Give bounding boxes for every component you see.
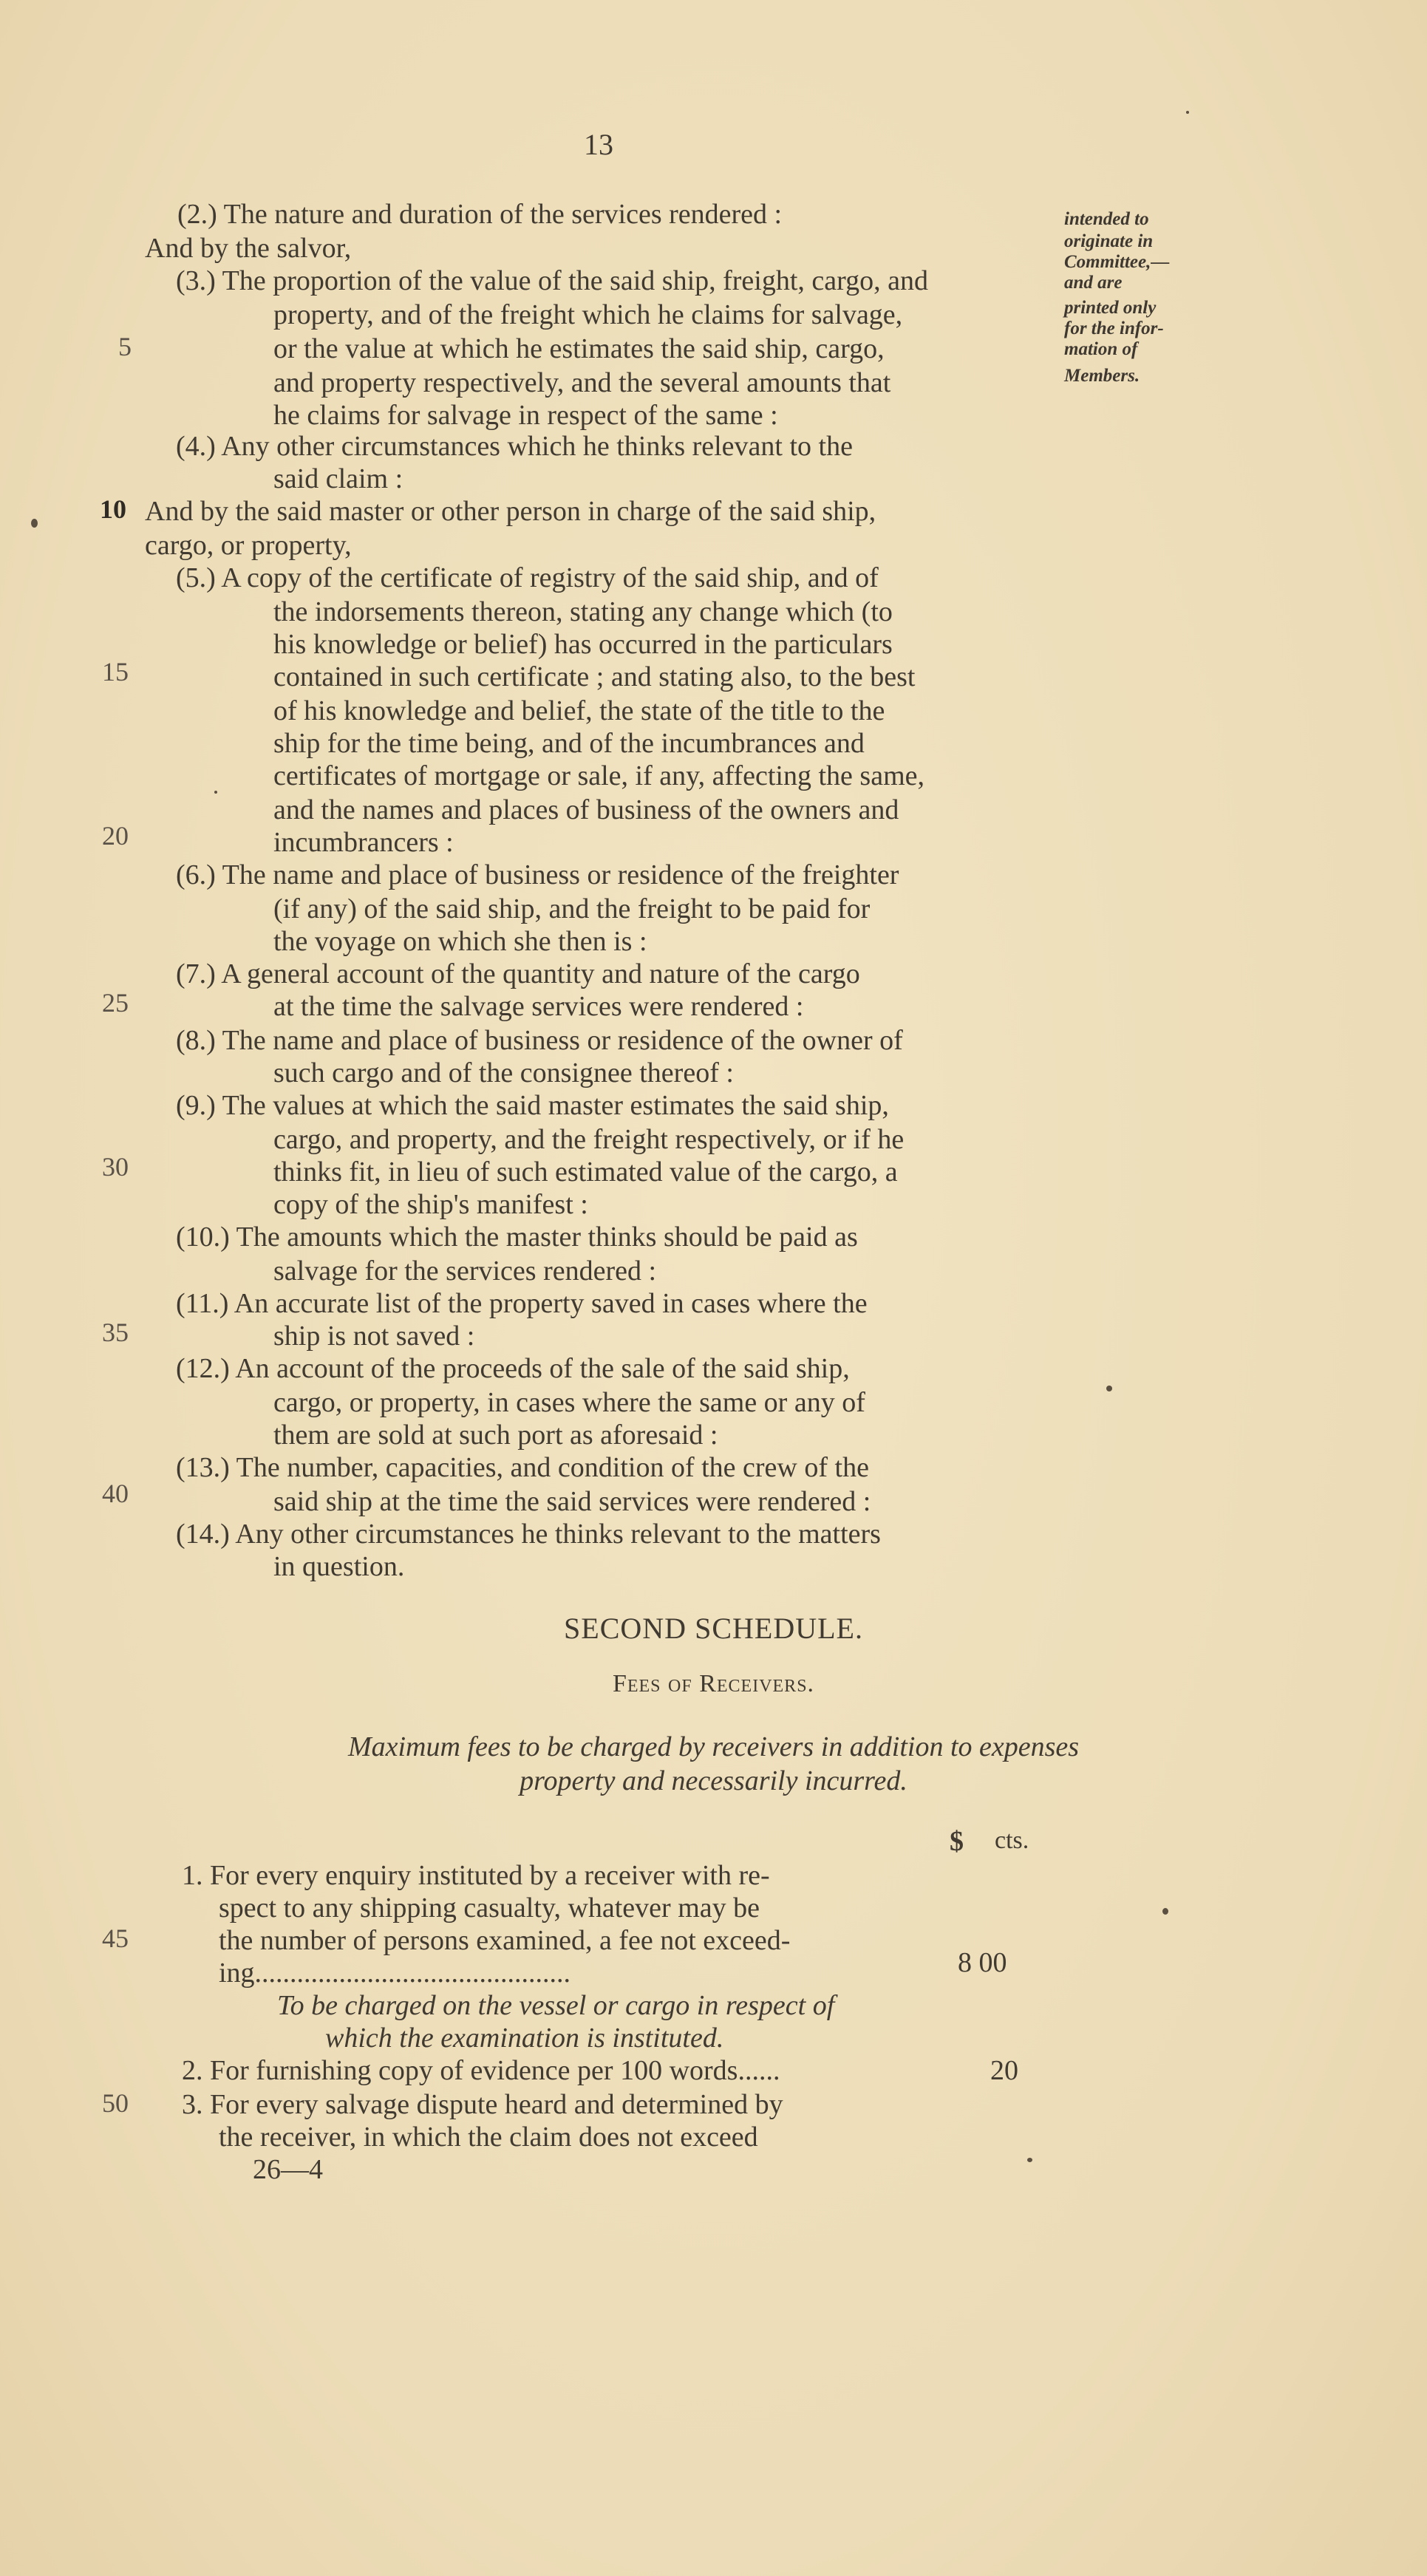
fee-line: spect to any shipping casualty, whatever may be <box>219 1892 760 1924</box>
text-line: incumbrancers : <box>273 827 454 858</box>
text-line: them are sold at such port as aforesaid : <box>273 1420 718 1451</box>
paper-speck <box>1106 1386 1112 1391</box>
text-line: (8.) The name and place of business or residence of the owner of <box>176 1025 903 1056</box>
text-line: (2.) The nature and duration of the services rendered : <box>177 199 783 230</box>
margin-note-line: intended to <box>1064 209 1149 229</box>
margin-note-line: printed only <box>1064 298 1157 318</box>
text-line: the voyage on which she then is : <box>273 926 647 957</box>
text-line: property, and of the freight which he claims for salvage, <box>273 299 903 330</box>
text-line: cargo, or property, <box>145 530 352 561</box>
text-line: And by the said master or other person in charge of the said ship, <box>145 496 876 527</box>
text-line: and the names and places of business of the owners and <box>273 794 899 825</box>
paper-speck <box>1186 111 1189 114</box>
text-line: his knowledge or belief) has occurred in the particulars <box>273 629 893 660</box>
line-number: 5 <box>118 332 132 361</box>
text-line: or the value at which he estimates the said ship, cargo, <box>273 333 885 364</box>
fee-line: the receiver, in which the claim does not exceed <box>219 2122 758 2153</box>
text-line: cargo, and property, and the freight respectively, or if he <box>273 1124 905 1155</box>
text-line: (10.) The amounts which the master thinks should be paid as <box>176 1221 858 1253</box>
margin-note-line: Committee,— <box>1064 252 1170 272</box>
text-line: he claims for salvage in respect of the same : <box>273 400 778 431</box>
line-number: 30 <box>102 1152 129 1182</box>
margin-note-line: originate in <box>1064 231 1154 251</box>
text-line: the indorsements thereon, stating any change which (to <box>273 596 893 627</box>
text-line: in question. <box>273 1551 405 1582</box>
fee-note-line: To be charged on the vessel or cargo in respect of <box>277 1990 835 2021</box>
text-line: And by the salvor, <box>145 233 352 264</box>
page-number: 13 <box>584 128 613 161</box>
text-line: cargo, or property, in cases where the same or any of <box>273 1387 865 1418</box>
text-line: (12.) An account of the proceeds of the sale of the said ship, <box>176 1353 850 1384</box>
text-line: (14.) Any other circumstances he thinks relevant to the matters <box>176 1519 881 1550</box>
schedule-subtitle: Fees of Receivers. <box>612 1670 815 1697</box>
text-line: of his knowledge and belief, the state of the title to the <box>273 695 885 726</box>
text-line: salvage for the services rendered : <box>273 1255 657 1287</box>
text-line: at the time the salvage services were rendered : <box>273 991 804 1022</box>
fee-line: the number of persons examined, a fee not exceed- <box>219 1925 791 1956</box>
text-line: such cargo and of the consignee thereof : <box>273 1057 734 1088</box>
fee-line: ing............................................. <box>219 1957 571 1989</box>
signature-mark: 26—4 <box>253 2154 323 2185</box>
cents-column-head: cts. <box>995 1827 1029 1854</box>
text-line: ship is not saved : <box>273 1321 475 1352</box>
fee-line: 3. For every salvage dispute heard and determined by <box>182 2089 783 2120</box>
line-number: 25 <box>102 988 129 1018</box>
line-number: 15 <box>102 657 129 686</box>
margin-note-line: and are <box>1064 273 1123 293</box>
text-line: (6.) The name and place of business or residence of the freighter <box>176 859 899 890</box>
line-number: 20 <box>102 821 129 851</box>
schedule-intro-line: Maximum fees to be charged by receivers in addition to expenses <box>347 1731 1080 1762</box>
text-line: said claim : <box>273 463 403 494</box>
text-line: (7.) A general account of the quantity and nature of the cargo <box>176 958 860 989</box>
line-number: 40 <box>102 1479 129 1508</box>
text-line: (4.) Any other circumstances which he thinks relevant to the <box>176 431 853 462</box>
text-line: (11.) An accurate list of the property saved in cases where the <box>176 1288 868 1319</box>
fee-line: 2. For furnishing copy of evidence per 100 words...... <box>182 2055 780 2086</box>
schedule-title: SECOND SCHEDULE. <box>564 1612 863 1645</box>
fee-note-line: which the examination is instituted. <box>325 2023 724 2054</box>
text-line: contained in such certificate ; and stating also, to the best <box>273 661 916 692</box>
line-number: 45 <box>102 1924 129 1953</box>
paper-speck <box>31 519 38 528</box>
fee-line: 1. For every enquiry instituted by a receiver with re- <box>182 1860 770 1891</box>
text-line: certificates of mortgage or sale, if any, affecting the same, <box>273 760 924 791</box>
text-line: copy of the ship's manifest : <box>273 1189 588 1220</box>
line-number: 10 <box>100 494 126 524</box>
paper-speck <box>214 791 217 794</box>
schedule-intro-line: property and necessarily incurred. <box>520 1765 907 1796</box>
margin-note-line: for the infor- <box>1064 318 1164 338</box>
dollar-column-head: $ <box>950 1826 964 1857</box>
paper-speck <box>1162 1908 1168 1915</box>
text-line: (5.) A copy of the certificate of registry of the said ship, and of <box>176 562 879 593</box>
text-line: and property respectively, and the several amounts that <box>273 367 891 398</box>
text-line: (13.) The number, capacities, and condition of the crew of the <box>176 1452 869 1483</box>
text-line: thinks fit, in lieu of such estimated value of the cargo, a <box>273 1156 898 1188</box>
margin-note-line: Members. <box>1064 366 1140 386</box>
fee-amount-1: 8 00 <box>958 1947 1007 1978</box>
text-line: (if any) of the said ship, and the freight to be paid for <box>273 893 871 924</box>
text-line: (9.) The values at which the said master estimates the said ship, <box>176 1090 889 1121</box>
text-line: (3.) The proportion of the value of the said ship, freight, cargo, and <box>176 265 928 296</box>
fee-amount-2: 20 <box>990 2055 1018 2086</box>
line-number: 50 <box>102 2088 129 2118</box>
paper-speck <box>1027 2158 1032 2162</box>
line-number: 35 <box>102 1318 129 1347</box>
text-line: ship for the time being, and of the incumbrances and <box>273 728 865 759</box>
margin-note-line: mation of <box>1064 339 1138 359</box>
text-line: said ship at the time the said services were rendered : <box>273 1486 871 1517</box>
